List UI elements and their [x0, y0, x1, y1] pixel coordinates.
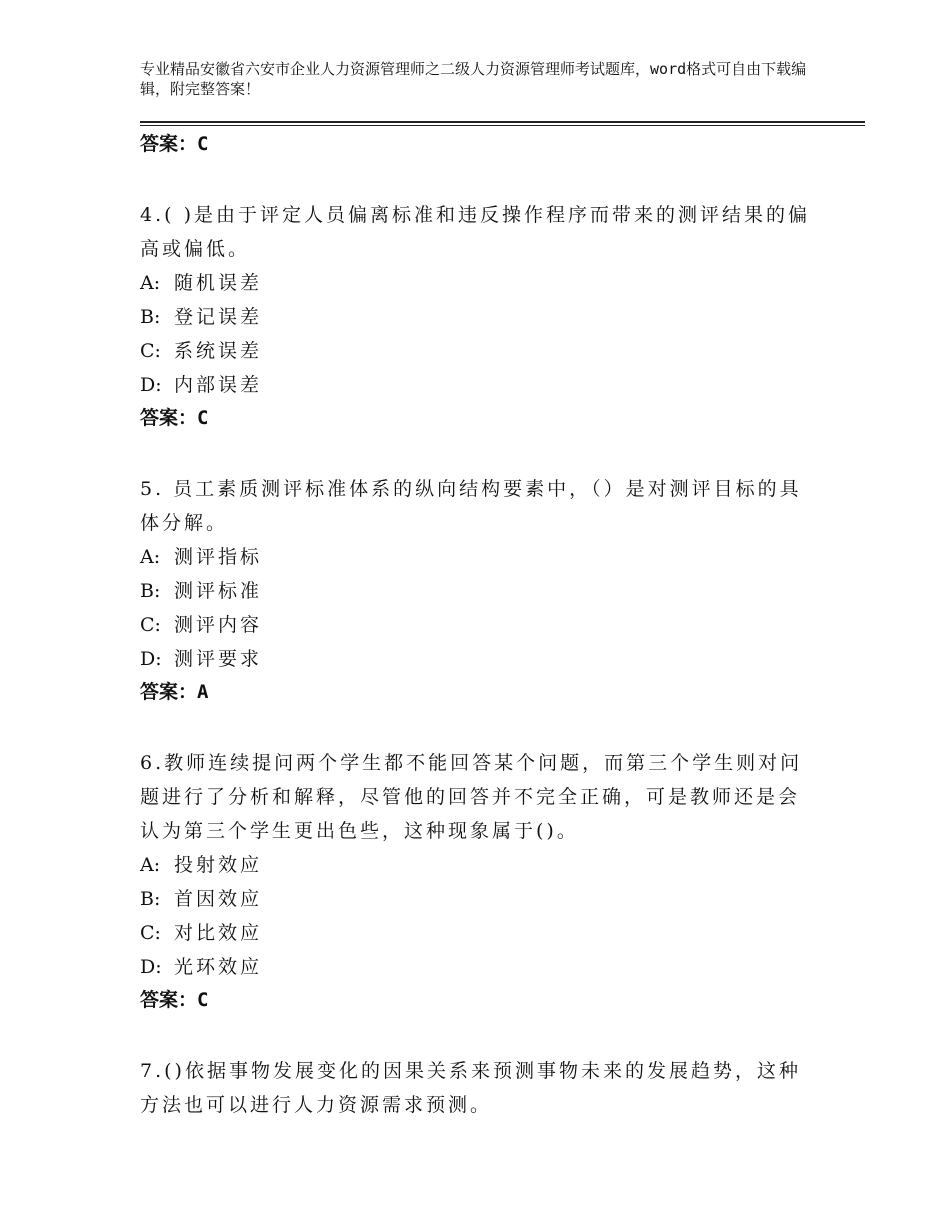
question-text: 5. 员工素质测评标准体系的纵向结构要素中，（）是对测评目标的具体分解。 — [140, 478, 802, 534]
option-c — [140, 334, 820, 368]
question-text: 6.教师连续提问两个学生都不能回答某个问题，而第三个学生则对问题进行了分析和解释，尽管他的回答并不完全正确，可是教师还是会认为第三个学生更出色些，这种现象属于()。 — [140, 752, 803, 842]
option-label: 光环效应 — [174, 956, 263, 978]
option-b — [140, 882, 820, 916]
option-key: B: — [140, 888, 161, 910]
answer-line: 答案：A — [140, 681, 209, 703]
answer-line: 答案：C — [140, 133, 209, 155]
option-b — [140, 574, 820, 608]
option-key: D: — [140, 374, 162, 396]
question-7 — [140, 1054, 820, 1122]
question-5 — [140, 472, 820, 710]
option-label: 系统误差 — [174, 340, 263, 362]
option-key: C: — [140, 922, 161, 944]
option-label: 对比效应 — [174, 922, 263, 944]
question-4 — [140, 198, 820, 436]
header-divider-thick — [140, 121, 865, 123]
option-key: D: — [140, 648, 162, 670]
document-header: 专业精品安徽省六安市企业人力资源管理师之二级人力资源管理师考试题库，word格式可自由下载编辑，附完整答案！ — [140, 60, 807, 98]
question-text: 4.( )是由于评定人员偏离标准和违反操作程序而带来的测评结果的偏高或偏低。 — [140, 204, 810, 260]
option-key: A: — [140, 854, 161, 876]
option-key: A: — [140, 546, 161, 568]
option-label: 登记误差 — [174, 306, 263, 328]
option-a — [140, 848, 820, 882]
option-label: 内部误差 — [174, 374, 263, 396]
option-key: B: — [140, 306, 161, 328]
option-c — [140, 916, 820, 950]
option-d — [140, 642, 820, 676]
header-divider-thin — [140, 125, 865, 126]
answer-line: 答案：C — [140, 989, 209, 1011]
option-label: 测评内容 — [174, 614, 263, 636]
option-key: C: — [140, 614, 161, 636]
option-d — [140, 368, 820, 402]
option-label: 测评标准 — [174, 580, 263, 602]
question-6 — [140, 746, 820, 1018]
option-c — [140, 608, 820, 642]
option-label: 投射效应 — [174, 854, 263, 876]
option-a — [140, 266, 820, 300]
answer-line: 答案：C — [140, 407, 209, 429]
option-label: 随机误差 — [174, 272, 263, 294]
option-key: D: — [140, 956, 162, 978]
option-label: 测评要求 — [174, 648, 263, 670]
option-key: B: — [140, 580, 161, 602]
option-label: 测评指标 — [174, 546, 263, 568]
option-b — [140, 300, 820, 334]
option-key: A: — [140, 272, 161, 294]
option-a — [140, 540, 820, 574]
option-key: C: — [140, 340, 161, 362]
option-label: 首因效应 — [174, 888, 263, 910]
question-text: 7.()依据事物发展变化的因果关系来预测事物未来的发展趋势，这种方法也可以进行人力资源需求预测。 — [140, 1060, 801, 1116]
option-d — [140, 950, 820, 984]
question-list — [140, 128, 820, 1122]
